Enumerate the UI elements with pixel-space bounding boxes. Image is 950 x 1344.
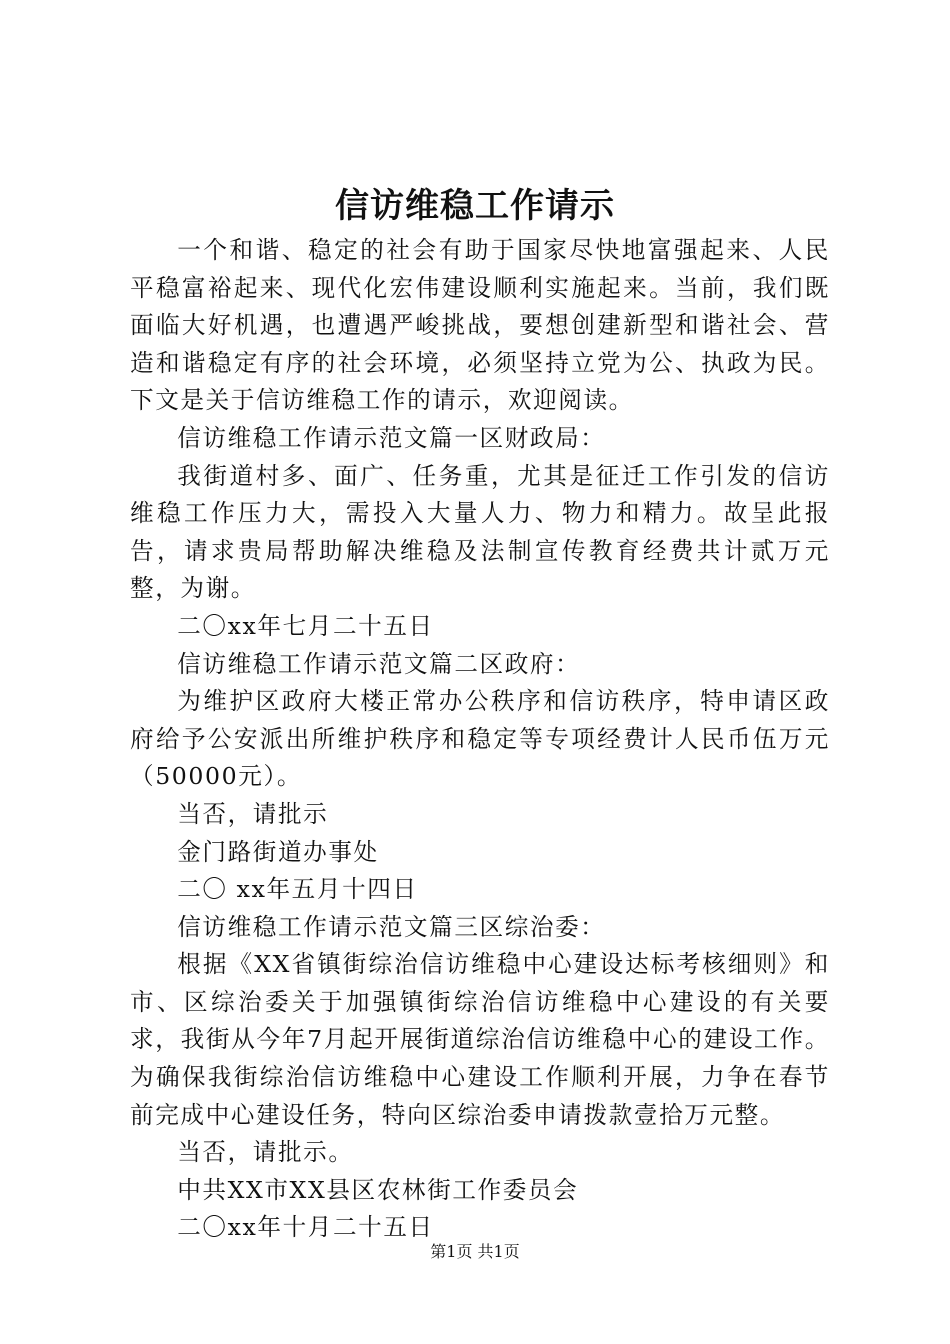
intro-paragraph: 一个和谐、稳定的社会有助于国家尽快地富强起来、人民平稳富裕起来、现代化宏伟建设顺利实施起来。当前，我们既面临大好机遇，也遭遇严峻挑战，要想创建新型和谐社会、营造和谐稳定有序的社会环境，必须坚持立党为公、执政为民。下文是关于信访维稳工作的请示，欢迎阅读。 [130, 236, 830, 415]
sample-two-date: 二〇 xx年五月十四日 [177, 875, 418, 904]
sample-two-body: 为维护区政府大楼正常办公秩序和信访秩序，特申请区政府给予公安派出所维护秩序和稳定等专项经费计人民币伍万元（50000元）。 [130, 687, 830, 791]
sample-three-date: 二〇xx年十月二十五日 [177, 1213, 434, 1242]
sample-three-signatory: 中共XX市XX县区农林街工作委员会 [177, 1175, 579, 1204]
document-title: 信访维稳工作请示 [335, 186, 615, 226]
sample-one-body: 我街道村多、面广、任务重，尤其是征迁工作引发的信访维稳工作压力大，需投入大量人力、物力和精力。故呈此报告，请求贵局帮助解决维稳及法制宣传教育经费共计贰万元整，为谢。 [130, 461, 830, 603]
sample-one-date: 二〇xx年七月二十五日 [177, 611, 434, 640]
document-body [130, 232, 830, 1247]
sample-three-heading: 信访维稳工作请示范文篇三区综治委： [177, 912, 606, 941]
sample-two-closing: 当否，请批示 [177, 799, 329, 828]
sample-three-body: 根据《XX省镇街综治信访维稳中心建设达标考核细则》和市、区综治委关于加强镇街综治信访维稳中心建设的有关要求，我街从今年7月起开展街道综治信访维稳中心的建设工作。为确保我街综治信访维稳中心建设工作顺利开展，力争在春节前完成中心建设任务，特向区综治委申请拨款壹拾万元整。 [130, 950, 830, 1129]
sample-two-signatory: 金门路街道办事处 [177, 837, 379, 866]
sample-three-closing: 当否，请批示。 [177, 1138, 354, 1167]
page-number: 第1页 共1页 [430, 1242, 520, 1261]
sample-one-heading: 信访维稳工作请示范文篇一区财政局： [177, 423, 606, 452]
sample-two-heading: 信访维稳工作请示范文篇二区政府： [177, 649, 581, 678]
